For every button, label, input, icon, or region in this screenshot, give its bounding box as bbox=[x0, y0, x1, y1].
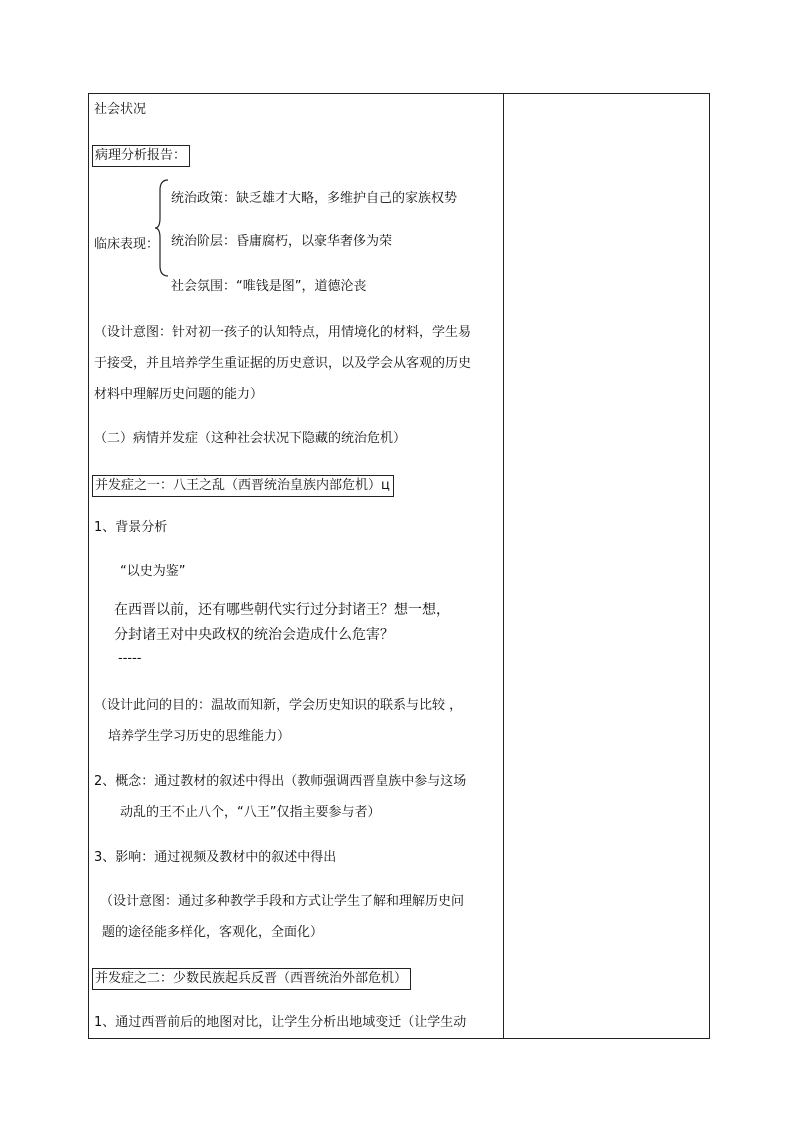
intent1-line3: 材料中理解历史问题的能力） bbox=[94, 387, 264, 402]
report-title: 病理分析报告： bbox=[92, 145, 190, 167]
dashes-text: ----- bbox=[118, 651, 142, 666]
intent2-line2: 题的途径能多样化，客观化，全面化） bbox=[102, 925, 324, 940]
column-divider bbox=[503, 93, 504, 1039]
purpose-line1: （设计此问的目的：温故而知新，学会历史知识的联系与比较 ， bbox=[94, 698, 463, 713]
complication1-heading: 并发症之一：八王之乱（西晋统治皇族内部危机）ц bbox=[92, 475, 394, 497]
section2-heading: （二）病情并发症（这种社会状况下隐藏的统治危机） bbox=[94, 431, 407, 446]
class-text: 统治阶层：昏庸腐朽，以豪华奢侈为荣 bbox=[171, 234, 393, 249]
atmosphere-text: 社会氛围：“唯钱是图”，道德沦丧 bbox=[171, 279, 367, 294]
bg-analysis-text: 1、背景分析 bbox=[94, 520, 168, 535]
complication2-heading: 并发症之二：少数民族起兵反晋（西晋统治外部危机） bbox=[92, 968, 411, 990]
concept-line1: 2、概念：通过教材的叙述中得出（教师强调西晋皇族中参与这场 bbox=[94, 774, 467, 789]
purpose-line2: 培养学生学习历史的思维能力） bbox=[108, 729, 291, 744]
intent1-line1: （设计意图：针对初一孩子的认知特点，用情境化的材料，学生易 bbox=[94, 325, 472, 340]
intent1-line2: 于接受，并且培养学生重证据的历史意识，以及学会从客观的历史 bbox=[94, 356, 472, 371]
history-mirror-text: “以史为鉴” bbox=[120, 564, 186, 579]
social-status-text: 社会状况 bbox=[94, 102, 147, 117]
question-line1: 在西晋以前，还有哪些朝代实行过分封诸王？想一想， bbox=[114, 602, 450, 618]
curly-brace-icon bbox=[154, 178, 170, 278]
question-line2: 分封诸王对中央政权的统治会造成什么危害？ bbox=[114, 627, 394, 643]
map-compare-text: 1、通过西晋前后的地图对比，让学生分析出地域变迁（让学生动 bbox=[94, 1015, 467, 1030]
intent2-line1: （设计意图：通过多种教学手段和方式让学生了解和理解历史问 bbox=[100, 894, 465, 909]
impact-text: 3、影响：通过视频及教材中的叙述中得出 bbox=[94, 850, 337, 865]
policy-text: 统治政策：缺乏雄才大略，多维护自己的家族权势 bbox=[171, 191, 458, 206]
clinical-label: 临床表现： bbox=[94, 237, 160, 252]
concept-line2: 动乱的王不止八个，“八王”仅指主要参与者） bbox=[120, 805, 381, 820]
